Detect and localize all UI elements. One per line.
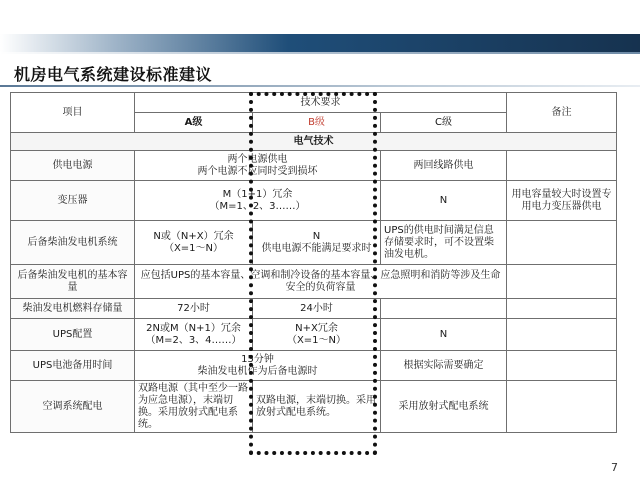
row-grade-c [381, 299, 507, 319]
row-item: 柴油发电机燃料存储量 [11, 299, 135, 319]
row-remark [507, 265, 617, 299]
row-grade-ab: M（1+1）冗余 （M=1、2、3……） [135, 181, 381, 221]
row-item: 后备柴油发电机的基本容量 [11, 265, 135, 299]
table-row [11, 181, 617, 221]
row-grade-a: N或（N+X）冗余 （X=1～N） [135, 221, 253, 265]
row-grade-abc: 应包括UPS的基本容量、空调和制冷设备的基本容量、应急照明和消防等涉及生命安全的负荷容量 [135, 265, 507, 299]
page-title: 机房电气系统建设标准建议 [14, 65, 213, 84]
table-row [11, 265, 617, 299]
row-grade-c: N [381, 319, 507, 351]
row-remark: 用电容量较大时设置专用电力变压器供电 [507, 181, 617, 221]
row-remark [507, 319, 617, 351]
header-item: 项目 [11, 93, 135, 133]
row-grade-c: N [381, 181, 507, 221]
row-grade-ab: 两个电源供电 两个电源不应同时受到损坏 [135, 151, 381, 181]
row-grade-a: 72小时 [135, 299, 253, 319]
table-row [11, 319, 617, 351]
row-item: 后备柴油发电机系统 [11, 221, 135, 265]
row-grade-b: N 供电电源不能满足要求时 [253, 221, 381, 265]
row-remark [507, 381, 617, 433]
row-item: UPS配置 [11, 319, 135, 351]
row-grade-b: 24小时 [253, 299, 381, 319]
row-grade-a: 双路电源（其中至少一路为应急电源），末端切换。采用放射式配电系统。 [135, 381, 253, 433]
table-row [11, 151, 617, 181]
table-row [11, 351, 617, 381]
header-requirements: 技术要求 [135, 93, 507, 113]
row-grade-b: N+X冗余 （X=1～N） [253, 319, 381, 351]
row-item: 供电电源 [11, 151, 135, 181]
row-grade-c: UPS的供电时间满足信息存储要求时，可不设置柴油发电机。 [381, 221, 507, 265]
header-grade-b: B级 [253, 113, 381, 133]
row-remark [507, 299, 617, 319]
header-grade-a: A级 [135, 113, 253, 133]
row-remark [507, 351, 617, 381]
section-title: 电气技术 [11, 133, 617, 151]
page-number: 7 [611, 461, 618, 474]
header-remark: 备注 [507, 93, 617, 133]
row-item: UPS电池备用时间 [11, 351, 135, 381]
table-row [11, 381, 617, 433]
row-grade-c: 根据实际需要确定 [381, 351, 507, 381]
table-row [11, 299, 617, 319]
table-row [11, 221, 617, 265]
table-header-row [11, 93, 617, 113]
row-item: 变压器 [11, 181, 135, 221]
row-grade-ab: 15分钟 柴油发电机作为后备电源时 [135, 351, 381, 381]
row-remark [507, 221, 617, 265]
title-divider [0, 85, 640, 87]
row-item: 空调系统配电 [11, 381, 135, 433]
row-grade-b: 双路电源，末端切换。采用放射式配电系统。 [253, 381, 381, 433]
header-band [0, 34, 640, 52]
section-row [11, 133, 617, 151]
row-grade-a: 2N或M（N+1）冗余 （M=2、3、4……） [135, 319, 253, 351]
row-grade-c: 采用放射式配电系统 [381, 381, 507, 433]
header-grade-c: C级 [381, 113, 507, 133]
row-remark [507, 151, 617, 181]
row-grade-c: 两回线路供电 [381, 151, 507, 181]
spec-table [10, 92, 617, 433]
